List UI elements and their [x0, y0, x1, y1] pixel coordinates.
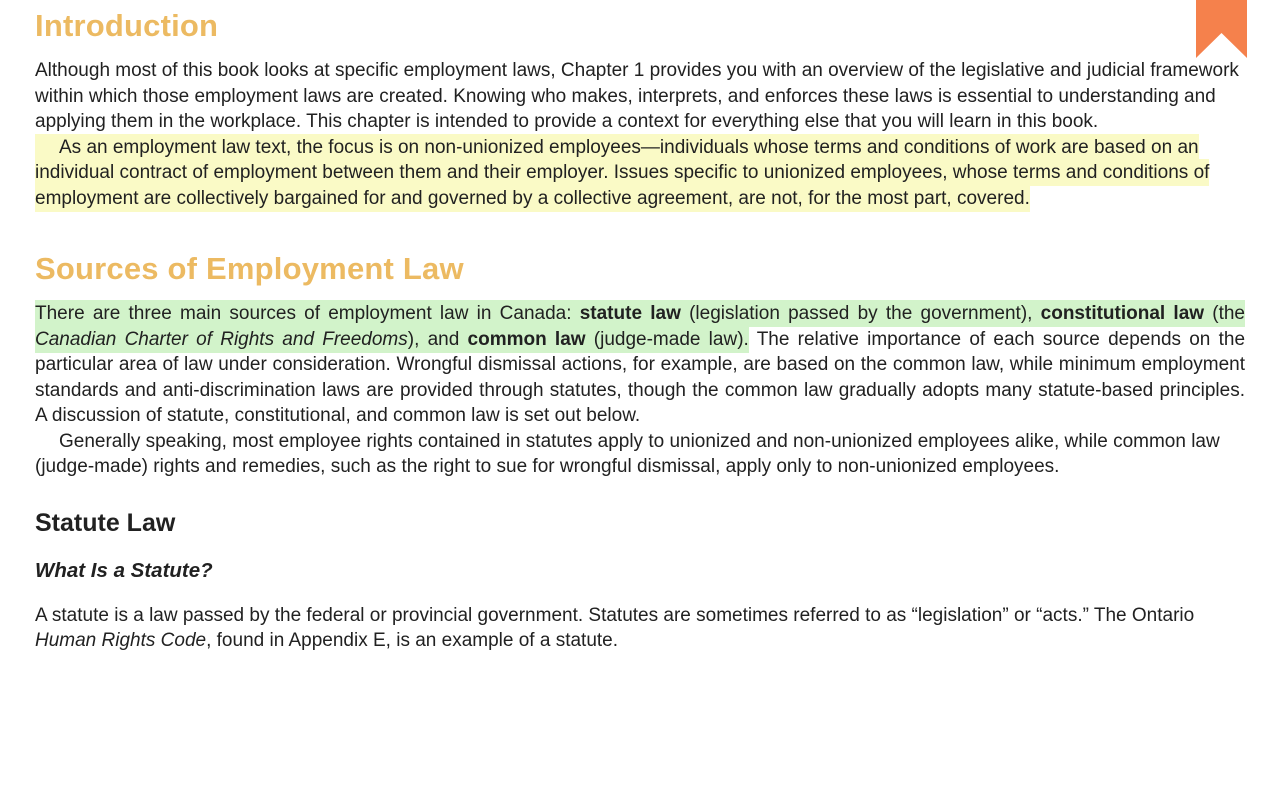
bookmark-ribbon-icon[interactable]: [1196, 0, 1247, 58]
highlight-text: (legislation passed by the government),: [680, 303, 1041, 324]
section-heading-introduction: Introduction: [35, 8, 219, 43]
subheading-what-is-a-statute: What Is a Statute?: [35, 558, 213, 582]
section-heading-statute-law: Statute Law: [35, 508, 176, 537]
section-heading-sources-of-employment-law: Sources of Employment Law: [35, 251, 464, 286]
highlight-text: There are three main sources of employment law in Canada:: [35, 303, 580, 324]
highlight-text: (the: [1204, 303, 1245, 324]
term-common-law: common law: [467, 328, 586, 350]
citation-charter: Canadian Charter of Rights and Freedoms: [35, 328, 408, 350]
paragraph-text: , found in Appendix E, is an example of a statute.: [206, 630, 619, 651]
statute-paragraph-1: [35, 603, 1245, 654]
introduction-paragraph-2: [35, 135, 1245, 212]
sources-paragraph-1: [35, 301, 1245, 429]
yellow-highlight: As an employment law text, the focus is on non-unionized employees—individuals whose terms and conditions of work are based on an individual contract of employment between them and their employer. Issues specific to unionized employees, whose terms and conditions of employment are collectively bargained for and governed by a collective agreement, are not, for the most part, covered.: [35, 134, 1209, 212]
citation-human-rights-code: Human Rights Code: [35, 630, 207, 651]
introduction-paragraph-1: Although most of this book looks at specific employment laws, Chapter 1 provides you with an overview of the legislative and judicial framework within which those employment laws are created. Knowing who makes, interprets, and enforces these laws is essential to understanding and applying them in the workplace. This chapter is intended to provide a context for everything else that you will learn in this book.: [35, 60, 1239, 132]
highlight-text: ), and: [407, 328, 468, 350]
paragraph-text: A statute is a law passed by the federal or provincial government. Statutes are sometimes referred to as “legislation” or “acts.” The Ontario: [35, 604, 1195, 626]
paragraph-text: The relative importance of each source depends on the particular area of law under consideration. Wrongful dismissal actions, for example, are based on the common law, while minimum employment standards and anti-discrimination laws are provided through statutes, though the common law gradually adopts many statute-based principles. A discussion of statute, constitutional, and common law is set out below.: [35, 328, 1246, 426]
highlight-text: (judge-made law).: [585, 328, 749, 350]
sources-paragraph-2: Generally speaking, most employee rights contained in statutes apply to unionized and non-unionized employees alike, while common law (judge-made) rights and remedies, such as the right to sue for wrongful dismissal, apply only to non-unionized employees.: [35, 430, 1220, 477]
term-statute-law: statute law: [579, 303, 681, 324]
term-constitutional-law: constitutional law: [1040, 303, 1205, 324]
